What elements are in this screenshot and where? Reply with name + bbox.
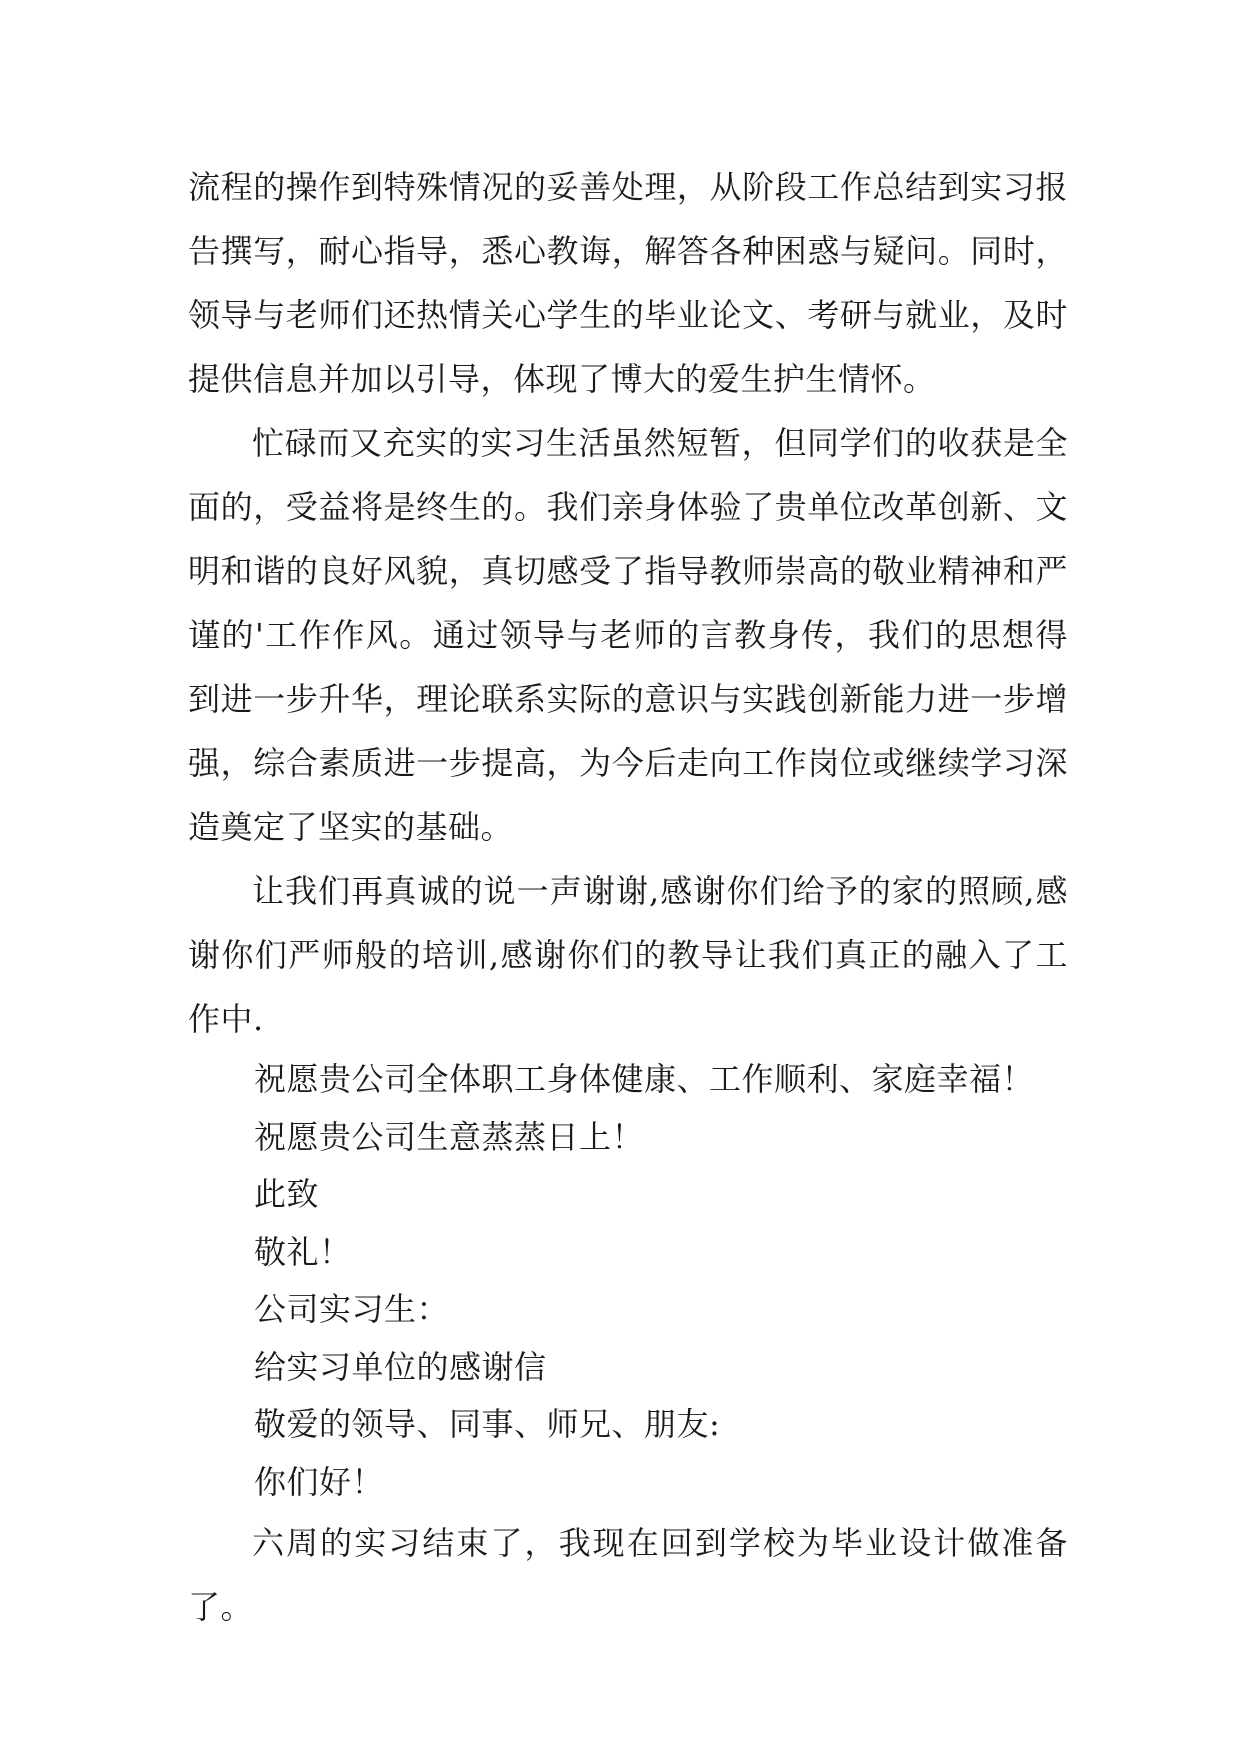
paragraph-3: 让我们再真诚的说一声谢谢,感谢你们给予的家的照顾,感谢你们严师般的培训,感谢你们的教导让我们真正的融入了工作中.: [188, 872, 1068, 1038]
paragraph-1: 流程的操作到特殊情况的妥善处理，从阶段工作总结到实习报告撰写，耐心指导，悉心教诲，解答各种困惑与疑问。同时，领导与老师们还热情关心学生的毕业论文、考研与就业，及时提供信息并加以引导，体现了博大的爱生护生情怀。: [188, 168, 1068, 398]
paragraph-2: 忙碌而又充实的实习生活虽然短暂，但同学们的收获是全面的，受益将是终生的。我们亲身体验了贵单位改革创新、文明和谐的良好风貌，真切感受了指导教师崇高的敬业精神和严谨的'工作作风。通过领导与老师的言教身传，我们的思想得到进一步升华，理论联系实际的意识与实践创新能力进一步增强，综合素质进一步提高，为今后走向工作岗位或继续学习深造奠定了坚实的基础。: [188, 424, 1068, 846]
salutation-cizhi: 此致: [254, 1175, 320, 1213]
wish-health-line: 祝愿贵公司全体职工身体健康、工作顺利、家庭幸福！: [254, 1060, 1035, 1098]
second-letter-hello: 你们好！: [254, 1462, 385, 1501]
wish-business-line: 祝愿贵公司生意蒸蒸日上！: [254, 1117, 645, 1156]
closing-paragraph: 六周的实习结束了，我现在回到学校为毕业设计做准备了。: [188, 1524, 1068, 1626]
second-letter-greeting: 敬爱的领导、同事、师兄、朋友:: [254, 1405, 721, 1443]
signature-intern: 公司实习生：: [254, 1290, 450, 1328]
second-letter-title: 给实习单位的感谢信: [254, 1347, 547, 1386]
salutation-jingli: 敬礼！: [254, 1232, 352, 1271]
letter-body: [188, 155, 1068, 1639]
